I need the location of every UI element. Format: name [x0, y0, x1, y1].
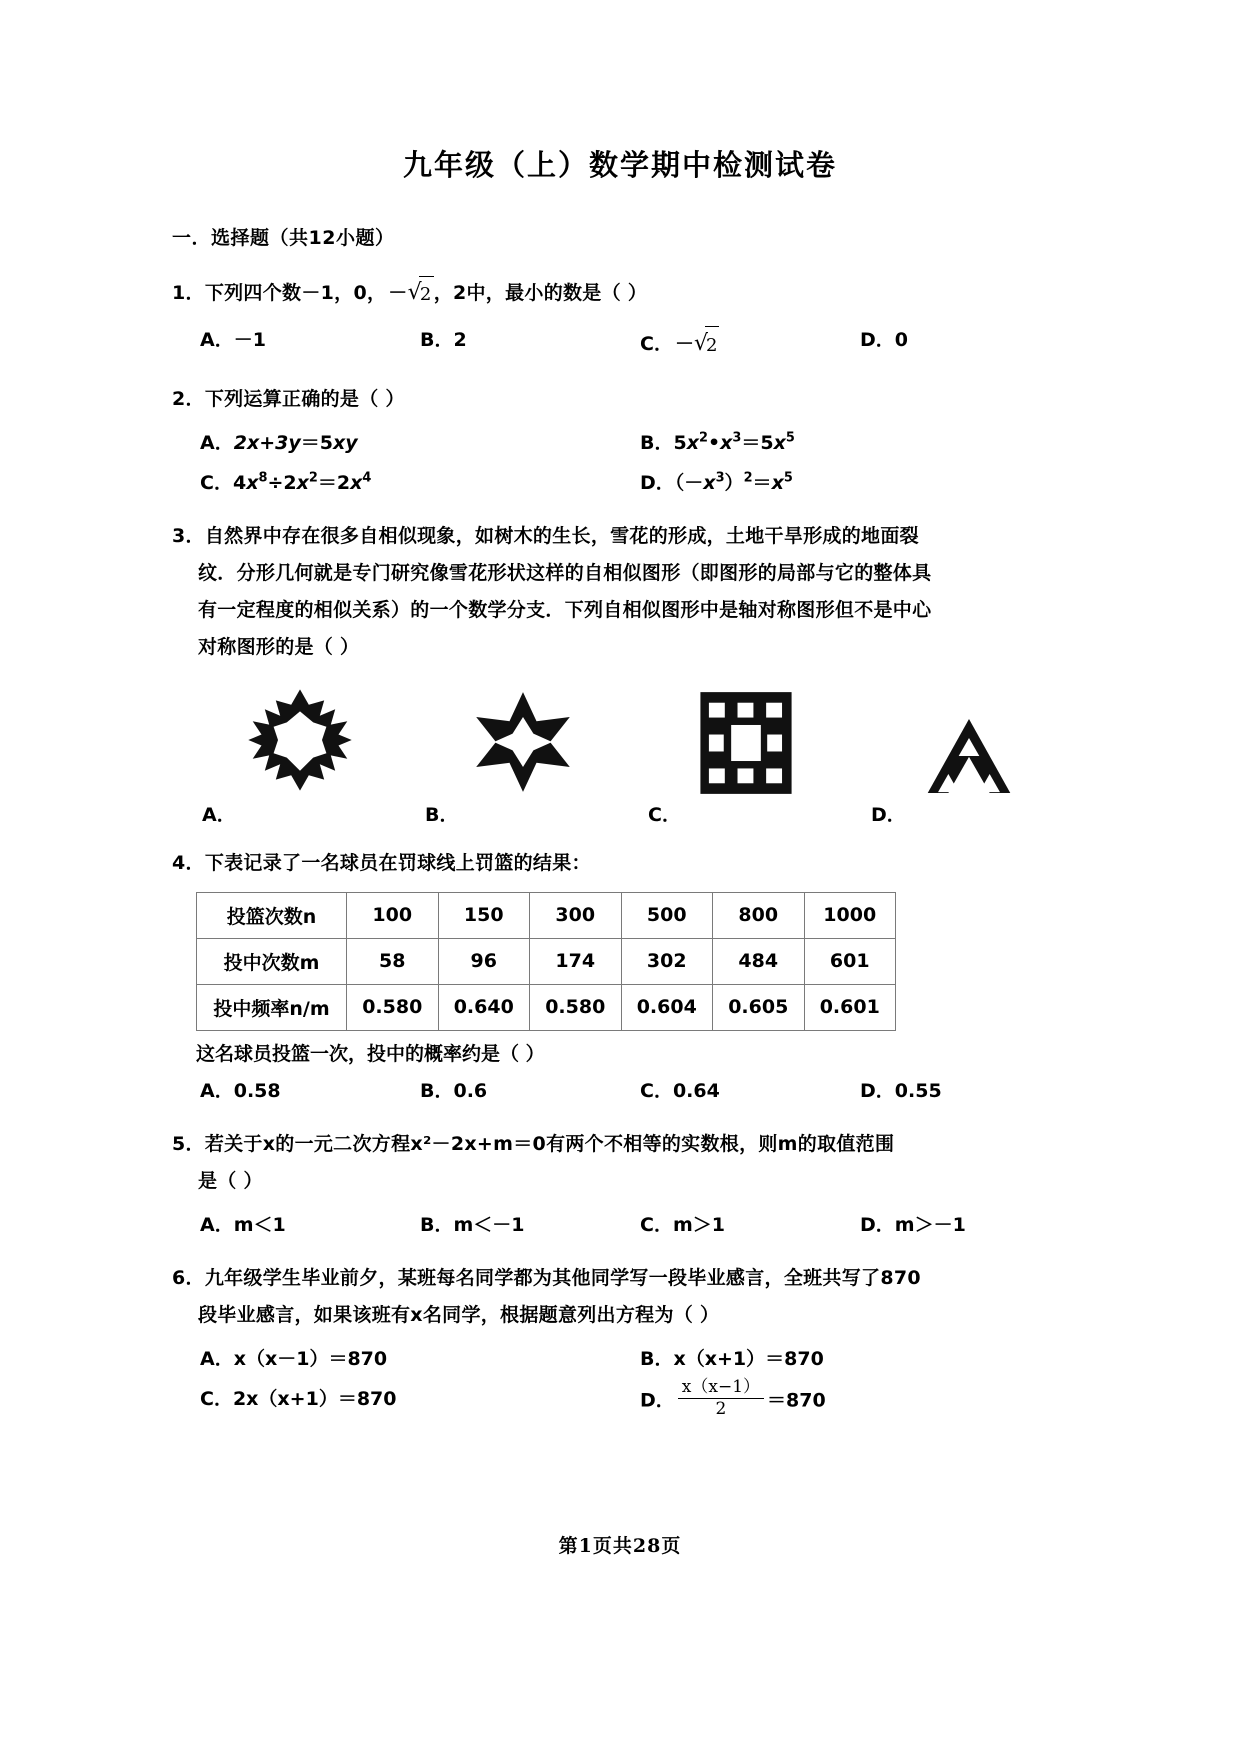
question-4-stem: 下表记录了一名球员在罚球线上罚篮的结果： — [204, 851, 591, 874]
option-c[interactable]: C．m＞1 — [640, 1213, 725, 1236]
question-5-number: 5． — [172, 1132, 205, 1155]
question-3-figure-labels — [172, 800, 1080, 827]
question-1-stem-pre: 下列四个数－1，0， — [204, 281, 387, 304]
option-c[interactable]: C．0.64 — [640, 1079, 720, 1102]
option-d[interactable]: D．m＞－1 — [860, 1213, 966, 1236]
question-3-line-2: 纹．分形几何就是专门研究像雪花形状这样的自相似图形（即图形的局部与它的整体具 — [198, 561, 932, 584]
cell: 0.580 — [347, 984, 439, 1030]
question-5-line-2: 是（ ） — [198, 1169, 263, 1192]
cell: 0.601 — [804, 984, 896, 1030]
cell: 150 — [438, 892, 530, 938]
koch-snowflake-fractal-icon — [245, 684, 355, 796]
table-row — [197, 938, 896, 984]
figure-label-d: D． — [871, 803, 906, 826]
cell: 96 — [438, 938, 530, 984]
option-b[interactable]: B．0.6 — [420, 1079, 488, 1102]
question-4-subprompt: 这名球员投篮一次，投中的概率约是（ ） — [196, 1042, 545, 1065]
option-b[interactable]: B．2 — [420, 328, 467, 351]
question-4-options — [172, 1072, 1080, 1112]
cell: 484 — [713, 938, 805, 984]
cell: 0.580 — [530, 984, 622, 1030]
question-5-line-1: 若关于x的一元二次方程x²－2x+m＝0有两个不相等的实数根，则m的取值范围 — [204, 1132, 895, 1155]
figure-option-d[interactable] — [857, 716, 1080, 796]
figure-label-a: A． — [202, 803, 236, 826]
cell: 100 — [347, 892, 439, 938]
cell: 601 — [804, 938, 896, 984]
paper-content — [0, 183, 1240, 1422]
question-3-number: 3． — [172, 524, 205, 547]
sierpinski-carpet-fractal-icon — [698, 690, 794, 796]
option-a[interactable]: A．－1 — [200, 328, 266, 351]
figure-option-a[interactable] — [188, 684, 411, 796]
question-6 — [172, 1260, 1080, 1334]
free-throw-table-wrapper — [172, 892, 1080, 1031]
row-header-shots: 投篮次数n — [197, 892, 347, 938]
question-3-line-3: 有一定程度的相似关系）的一个数学分支．下列自相似图形中是轴对称图形但不是中心 — [198, 598, 932, 621]
option-d[interactable]: D．$(-x^3)^2=x^5$ — [640, 470, 793, 494]
question-6-line-2: 段毕业感言，如果该班有x名同学，根据题意列出方程为（ ） — [198, 1303, 720, 1326]
question-3-figures — [172, 680, 1080, 796]
option-b[interactable]: B．m＜－1 — [420, 1213, 525, 1236]
radicand: 2 — [705, 326, 719, 365]
row-header-made: 投中次数m — [197, 938, 347, 984]
option-c[interactable]: C． －√2 — [640, 321, 860, 367]
free-throw-results-table — [196, 892, 896, 1031]
figure-option-c[interactable] — [634, 690, 857, 796]
question-1-stem-post: ，2中，最小的数是（ ） — [433, 281, 648, 304]
option-d[interactable]: D． $\frac{x(x-1)}{2}$ ＝870 — [640, 1376, 826, 1420]
negative-sqrt-2: －√2 — [386, 272, 433, 315]
option-b[interactable]: B．x（x+1）＝870 — [640, 1347, 824, 1370]
question-2 — [172, 381, 1080, 418]
question-2-stem: 下列运算正确的是（ ） — [204, 387, 405, 410]
cell: 500 — [621, 892, 713, 938]
row-header-frequency: 投中频率n/m — [197, 984, 347, 1030]
question-4-number: 4． — [172, 851, 205, 874]
option-a[interactable]: A．m＜1 — [200, 1213, 286, 1236]
option-d[interactable]: D．0 — [860, 328, 909, 351]
fraction-numerator: x（x−1） — [678, 1378, 764, 1400]
cell: 0.640 — [438, 984, 530, 1030]
question-6-options — [172, 1340, 1080, 1422]
negative-sqrt-2-option: －√2 — [673, 321, 720, 367]
option-a[interactable]: A．0.58 — [200, 1079, 281, 1102]
option-b[interactable]: B．$5x^2•x^3=5x^5$ — [640, 430, 795, 454]
question-2-options — [172, 424, 1080, 504]
question-1-options — [172, 321, 1080, 367]
cell: 800 — [713, 892, 805, 938]
cell: 1000 — [804, 892, 896, 938]
question-5 — [172, 1126, 1080, 1200]
fraction-x-times-x-minus-1-over-2 — [678, 1378, 764, 1420]
question-1-number: 1． — [172, 281, 205, 304]
question-6-line-1: 九年级学生毕业前夕，某班每名同学都为其他同学写一段毕业感言，全班共写了870 — [204, 1266, 921, 1289]
question-6-number: 6． — [172, 1266, 205, 1289]
figure-option-b[interactable] — [411, 688, 634, 796]
six-point-star-fractal-icon — [471, 688, 575, 796]
cell: 174 — [530, 938, 622, 984]
figure-label-b: B． — [425, 803, 459, 826]
cell: 300 — [530, 892, 622, 938]
cell: 0.604 — [621, 984, 713, 1030]
option-a[interactable]: A．x（x－1）＝870 — [200, 1347, 388, 1370]
option-c[interactable]: C．2x（x+1）＝870 — [200, 1387, 397, 1410]
option-c[interactable]: C．$4x^8\div 2x^2=2x^4$ — [200, 470, 372, 494]
option-a[interactable]: A．2x+3y＝5xy — [200, 431, 358, 454]
question-4 — [172, 845, 1080, 882]
radicand: 2 — [419, 276, 434, 312]
question-3-line-1: 自然界中存在很多自相似现象，如树木的生长，雪花的形成，土地干旱形成的地面裂 — [204, 524, 919, 547]
page-title: 九年级（上）数学期中检测试卷 — [402, 148, 837, 182]
question-3-line-4: 对称图形的是（ ） — [198, 635, 360, 658]
section-heading: 一．选择题（共12小题） — [172, 226, 395, 249]
table-row — [197, 892, 896, 938]
cell: 58 — [347, 938, 439, 984]
option-d[interactable]: D．0.55 — [860, 1079, 942, 1102]
question-3 — [172, 518, 1080, 666]
page-footer: 第1页共28页 — [558, 1535, 682, 1557]
figure-label-c: C． — [648, 803, 681, 826]
cell: 0.605 — [713, 984, 805, 1030]
question-5-options — [172, 1206, 1080, 1246]
question-1 — [172, 272, 1080, 315]
table-row — [197, 984, 896, 1030]
question-2-number: 2． — [172, 387, 205, 410]
fraction-denominator: 2 — [715, 1399, 727, 1420]
cell: 302 — [621, 938, 713, 984]
sierpinski-triangle-fractal-icon — [926, 716, 1012, 796]
